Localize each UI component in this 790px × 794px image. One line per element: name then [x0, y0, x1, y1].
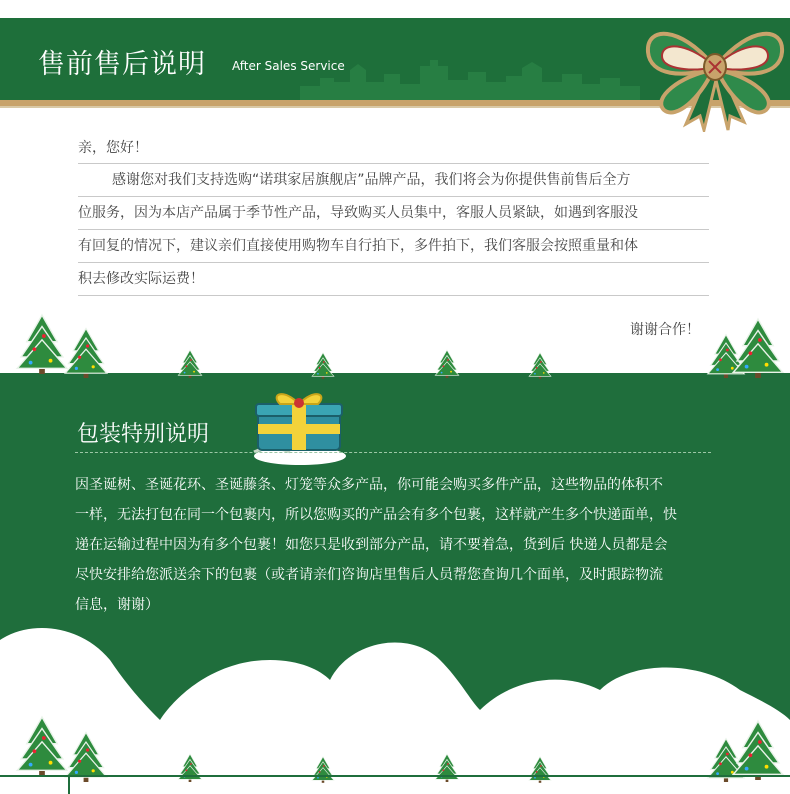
gift-icon [250, 386, 350, 468]
packaging-title: 包装特别说明 [77, 422, 210, 447]
packaging-line-4: 尽快安排给您派送余下的包裹（或者请亲们咨询店里售后人员帮您查询几个面单，及时跟踪物流 [75, 567, 663, 583]
greeting-text: 亲，您好！ [78, 140, 148, 156]
divider [78, 295, 709, 296]
christmas-tree-icon [708, 335, 744, 378]
packaging-line-3: 递在运输过程中因为有多个包裹！如您只是收到部分产品，请不要着急，货到后 快递人员都是会 [75, 537, 668, 553]
notice-line-4: 积去修改实际运费！ [78, 271, 204, 287]
ground-line [0, 775, 790, 777]
page-subtitle: After Sales Service [232, 59, 345, 73]
christmas-tree-icon [733, 319, 782, 378]
ground-tick [68, 775, 70, 794]
thanks-text: 谢谢合作！ [630, 322, 700, 338]
packaging-line-5: 信息，谢谢） [75, 597, 159, 613]
christmas-tree-icon [65, 328, 107, 378]
city-skyline-decoration [300, 52, 640, 100]
bow-icon [640, 6, 790, 132]
notice-line-1: 感谢您对我们支持选购“诺琪家居旗舰店”品牌产品，我们将会为你提供售前售后全方 [112, 172, 631, 188]
page-title: 售前售后说明 [38, 49, 206, 80]
dashed-divider [75, 452, 711, 453]
packaging-line-1: 因圣诞树、圣诞花环、圣诞藤条、灯笼等众多产品，你可能会购买多件产品，这些物品的体积不 [75, 477, 663, 493]
notice-line-3: 有回复的情况下，建议亲们直接使用购物车自行拍下，多件拍下，我们客服会按照重量和体 [78, 238, 638, 254]
notice-line-2: 位服务，因为本店产品属于季节性产品，导致购买人员集中，客服人员紧缺，如遇到客服没 [78, 205, 638, 221]
packaging-line-2: 一样，无法打包在同一个包裹内，所以您购买的产品会有多个包裹，这样就产生多个快递面单，快 [75, 507, 677, 523]
packaging-text [75, 470, 725, 620]
snow-hills-decoration [0, 600, 790, 794]
christmas-tree-icon [17, 315, 66, 374]
